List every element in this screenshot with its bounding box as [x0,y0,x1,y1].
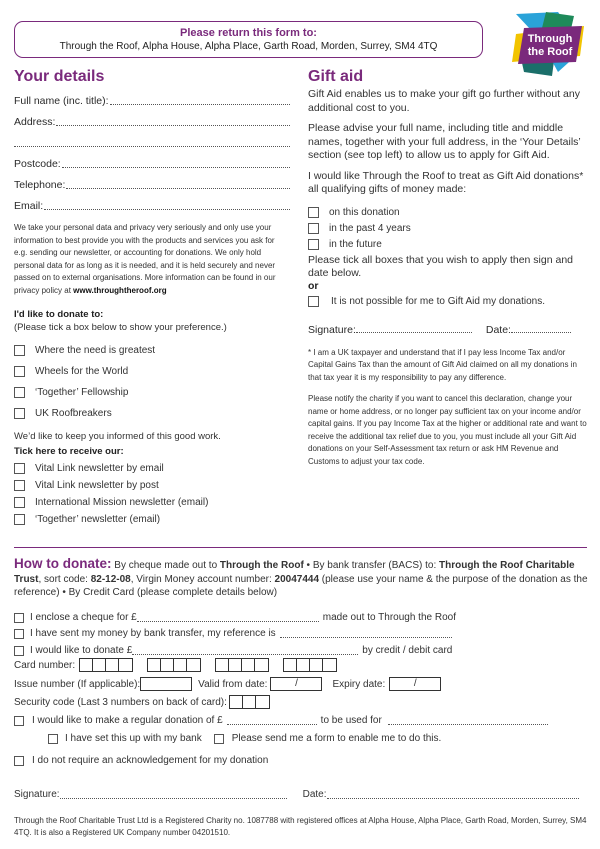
bank-transfer-row: I have sent my money by bank transfer, my reference is [14,628,589,639]
valid-from-field[interactable]: / [270,677,322,691]
gift-aid-notify: Please notify the charity if you want to cancel this declaration, change your name or home address, or no longer pay sufficient tax on your income and/or capital gains. If you pay Income Tax at the higher or additional rate and want to receive the additional tax relief due to you, you must include all your Gift Aid donations on your Self-Assessment tax return or ask HM Revenue and Customs to adjust your tax code. [308,394,587,466]
checkbox[interactable] [14,408,25,419]
section-divider [14,547,587,548]
svg-text:Through: Through [527,33,573,45]
security-code-row: Security code (Last 3 numbers on back of card): [14,695,589,709]
donate-option-roofbreakers[interactable]: UK Roofbreakers [14,403,290,424]
address-field[interactable]: Address: [14,115,290,136]
gift-aid-not-possible[interactable]: It is not possible for me to Gift Aid my donations. [308,294,588,310]
gift-aid-tick-text: Please tick all boxes that you wish to apply then sign and date below. [308,253,573,279]
checkbox[interactable] [14,387,25,398]
gift-aid-footnote: * I am a UK taxpayer and understand that if I pay less Income Tax and/or Capital Gains Tax than the amount of Gift Aid claimed on all my donations in that tax year it is my responsibility to pay any difference. [308,347,577,382]
gift-aid-past-4-years[interactable]: in the past 4 years [308,221,588,237]
cheque-row: I enclose a cheque for £ made out to Through the Roof [14,612,589,623]
no-acknowledgement-checkbox[interactable] [14,756,24,766]
card-amount-field[interactable] [132,646,358,655]
checkbox[interactable] [308,296,319,307]
sort-code: 82-12-08 [90,573,131,585]
email-field[interactable]: Email: [14,199,290,220]
card-donation-row: I would like to donate £ by credit / debit card [14,645,589,656]
legal-footer: Through the Roof Charitable Trust Ltd is a Registered Charity no. 1087788 with registered offices at Alpha House, Alpha Place, Garth Road, Morden, Surrey, SM4 4TQ. It is also a Registered UK Company number 04201510. [14,816,587,837]
card-number-group-4[interactable] [283,658,337,672]
card-checkbox[interactable] [14,646,24,656]
card-dates-row: Issue number (If applicable): Valid from date: / Expiry date: / [14,677,589,691]
checkbox[interactable] [14,514,25,525]
gift-aid-date-field[interactable] [511,324,571,333]
bank-transfer-checkbox[interactable] [14,629,24,639]
bank-reference-field[interactable] [280,629,452,638]
regular-donation-row: I would like to make a regular donation of £ to be used for [14,715,589,726]
receive-heading: Tick here to receive our: [14,446,124,457]
newsletter-vital-link-post[interactable]: Vital Link newsletter by post [14,477,290,494]
return-address-box [14,21,483,58]
your-details-section [14,68,290,528]
regular-purpose-field[interactable] [388,716,548,725]
postcode-field[interactable]: Postcode: [14,157,290,178]
checkbox[interactable] [14,497,25,508]
security-code-field[interactable] [229,695,270,709]
regular-donation-checkbox[interactable] [14,716,24,726]
return-address: Through the Roof, Alpha House, Alpha Place, Garth Road, Morden, Surrey, SM4 4TQ [59,41,438,52]
checkbox[interactable] [308,207,319,218]
donate-to-heading: I'd like to donate to: [14,309,104,320]
your-details-title: Your details [14,68,105,85]
gift-aid-intro: Gift Aid enables us to make your gift go further without any additional cost to you. [308,88,580,114]
signature-field[interactable] [60,790,287,799]
donate-to-subheading: (Please tick a box below to show your preference.) [14,322,227,333]
how-to-donate: How to donate: By cheque made out to Through the Roof • By bank transfer (BACS) to: Through the Roof Charitable Trust, sort code: 82-12-08, Virgin Money account number: 20047444 (please use your name & the purpose of the donation as the reference) • By Credit Card (please complete details below) [14,556,588,598]
newsletter-international-mission[interactable]: International Mission newsletter (email) [14,494,290,511]
privacy-notice: We take your personal data and privacy very seriously and only use your information to best provide you with the products and services you ask for e.g. sending our newsletter, or accounting for donations. We only hold personal data for as long as it is needed, and it is held securely and never passed on to external organisations. More information can be found in our privacy policy at www.throughtheroof.org [14,223,276,295]
donate-option-wheels[interactable]: Wheels for the World [14,361,290,382]
date-field[interactable] [327,790,579,799]
svg-text:the Roof: the Roof [527,46,573,58]
donate-option-together[interactable]: ‘Together’ Fellowship [14,382,290,403]
or-label: or [308,279,319,292]
account-number: 20047444 [274,573,320,585]
telephone-field[interactable]: Telephone: [14,178,290,199]
send-form-checkbox[interactable] [214,734,224,744]
checkbox[interactable] [14,480,25,491]
address-line-2-field[interactable] [14,136,290,157]
checkbox[interactable] [14,366,25,377]
gift-aid-this-donation[interactable]: on this donation [308,205,588,221]
gift-aid-future[interactable]: in the future [308,237,588,253]
regular-options-row: I have set this up with my bank Please send me a form to enable me to do this. [48,733,600,744]
checkbox[interactable] [308,223,319,234]
gift-aid-section [308,68,588,468]
gift-aid-signature-field[interactable] [356,324,472,333]
gift-aid-instructions: Please advise your full name, including title and middle names, together with your full address, in the ‘Your Details’ section (see top left) to allow us to apply for Gift Aid. [308,122,581,161]
inform-text: We’d like to keep you informed of this good work. [14,431,221,442]
card-number-row: Card number: [14,658,589,672]
gift-aid-signature-row: Signature: Date: [308,324,588,338]
card-number-group-3[interactable] [215,658,269,672]
full-name-field[interactable]: Full name (inc. title): [14,94,290,115]
newsletter-vital-link-email[interactable]: Vital Link newsletter by email [14,460,290,477]
donate-option-need-greatest[interactable]: Where the need is greatest [14,340,290,361]
final-signature-row: Signature: Date: [14,789,589,800]
cheque-checkbox[interactable] [14,613,24,623]
cheque-amount-field[interactable] [137,613,319,622]
newsletter-together[interactable]: ‘Together’ newsletter (email) [14,511,290,528]
checkbox[interactable] [308,239,319,250]
expiry-date-field[interactable]: / [389,677,441,691]
issue-number-field[interactable] [140,677,192,691]
regular-amount-field[interactable] [227,716,317,725]
how-to-donate-title: How to donate: [14,556,112,571]
checkbox[interactable] [14,463,25,474]
gift-aid-title: Gift aid [308,68,364,85]
card-number-group-2[interactable] [147,658,201,672]
privacy-link[interactable]: www.throughtheroof.org [73,285,167,295]
card-number-group-1[interactable] [79,658,133,672]
bank-setup-checkbox[interactable] [48,734,58,744]
no-acknowledgement-row: I do not require an acknowledgement for my donation [14,755,589,766]
return-title: Please return this form to: [180,27,317,39]
checkbox[interactable] [14,345,25,356]
gift-aid-declaration: I would like Through the Roof to treat as Gift Aid donations* all qualifying gifts of money made: [308,169,584,195]
